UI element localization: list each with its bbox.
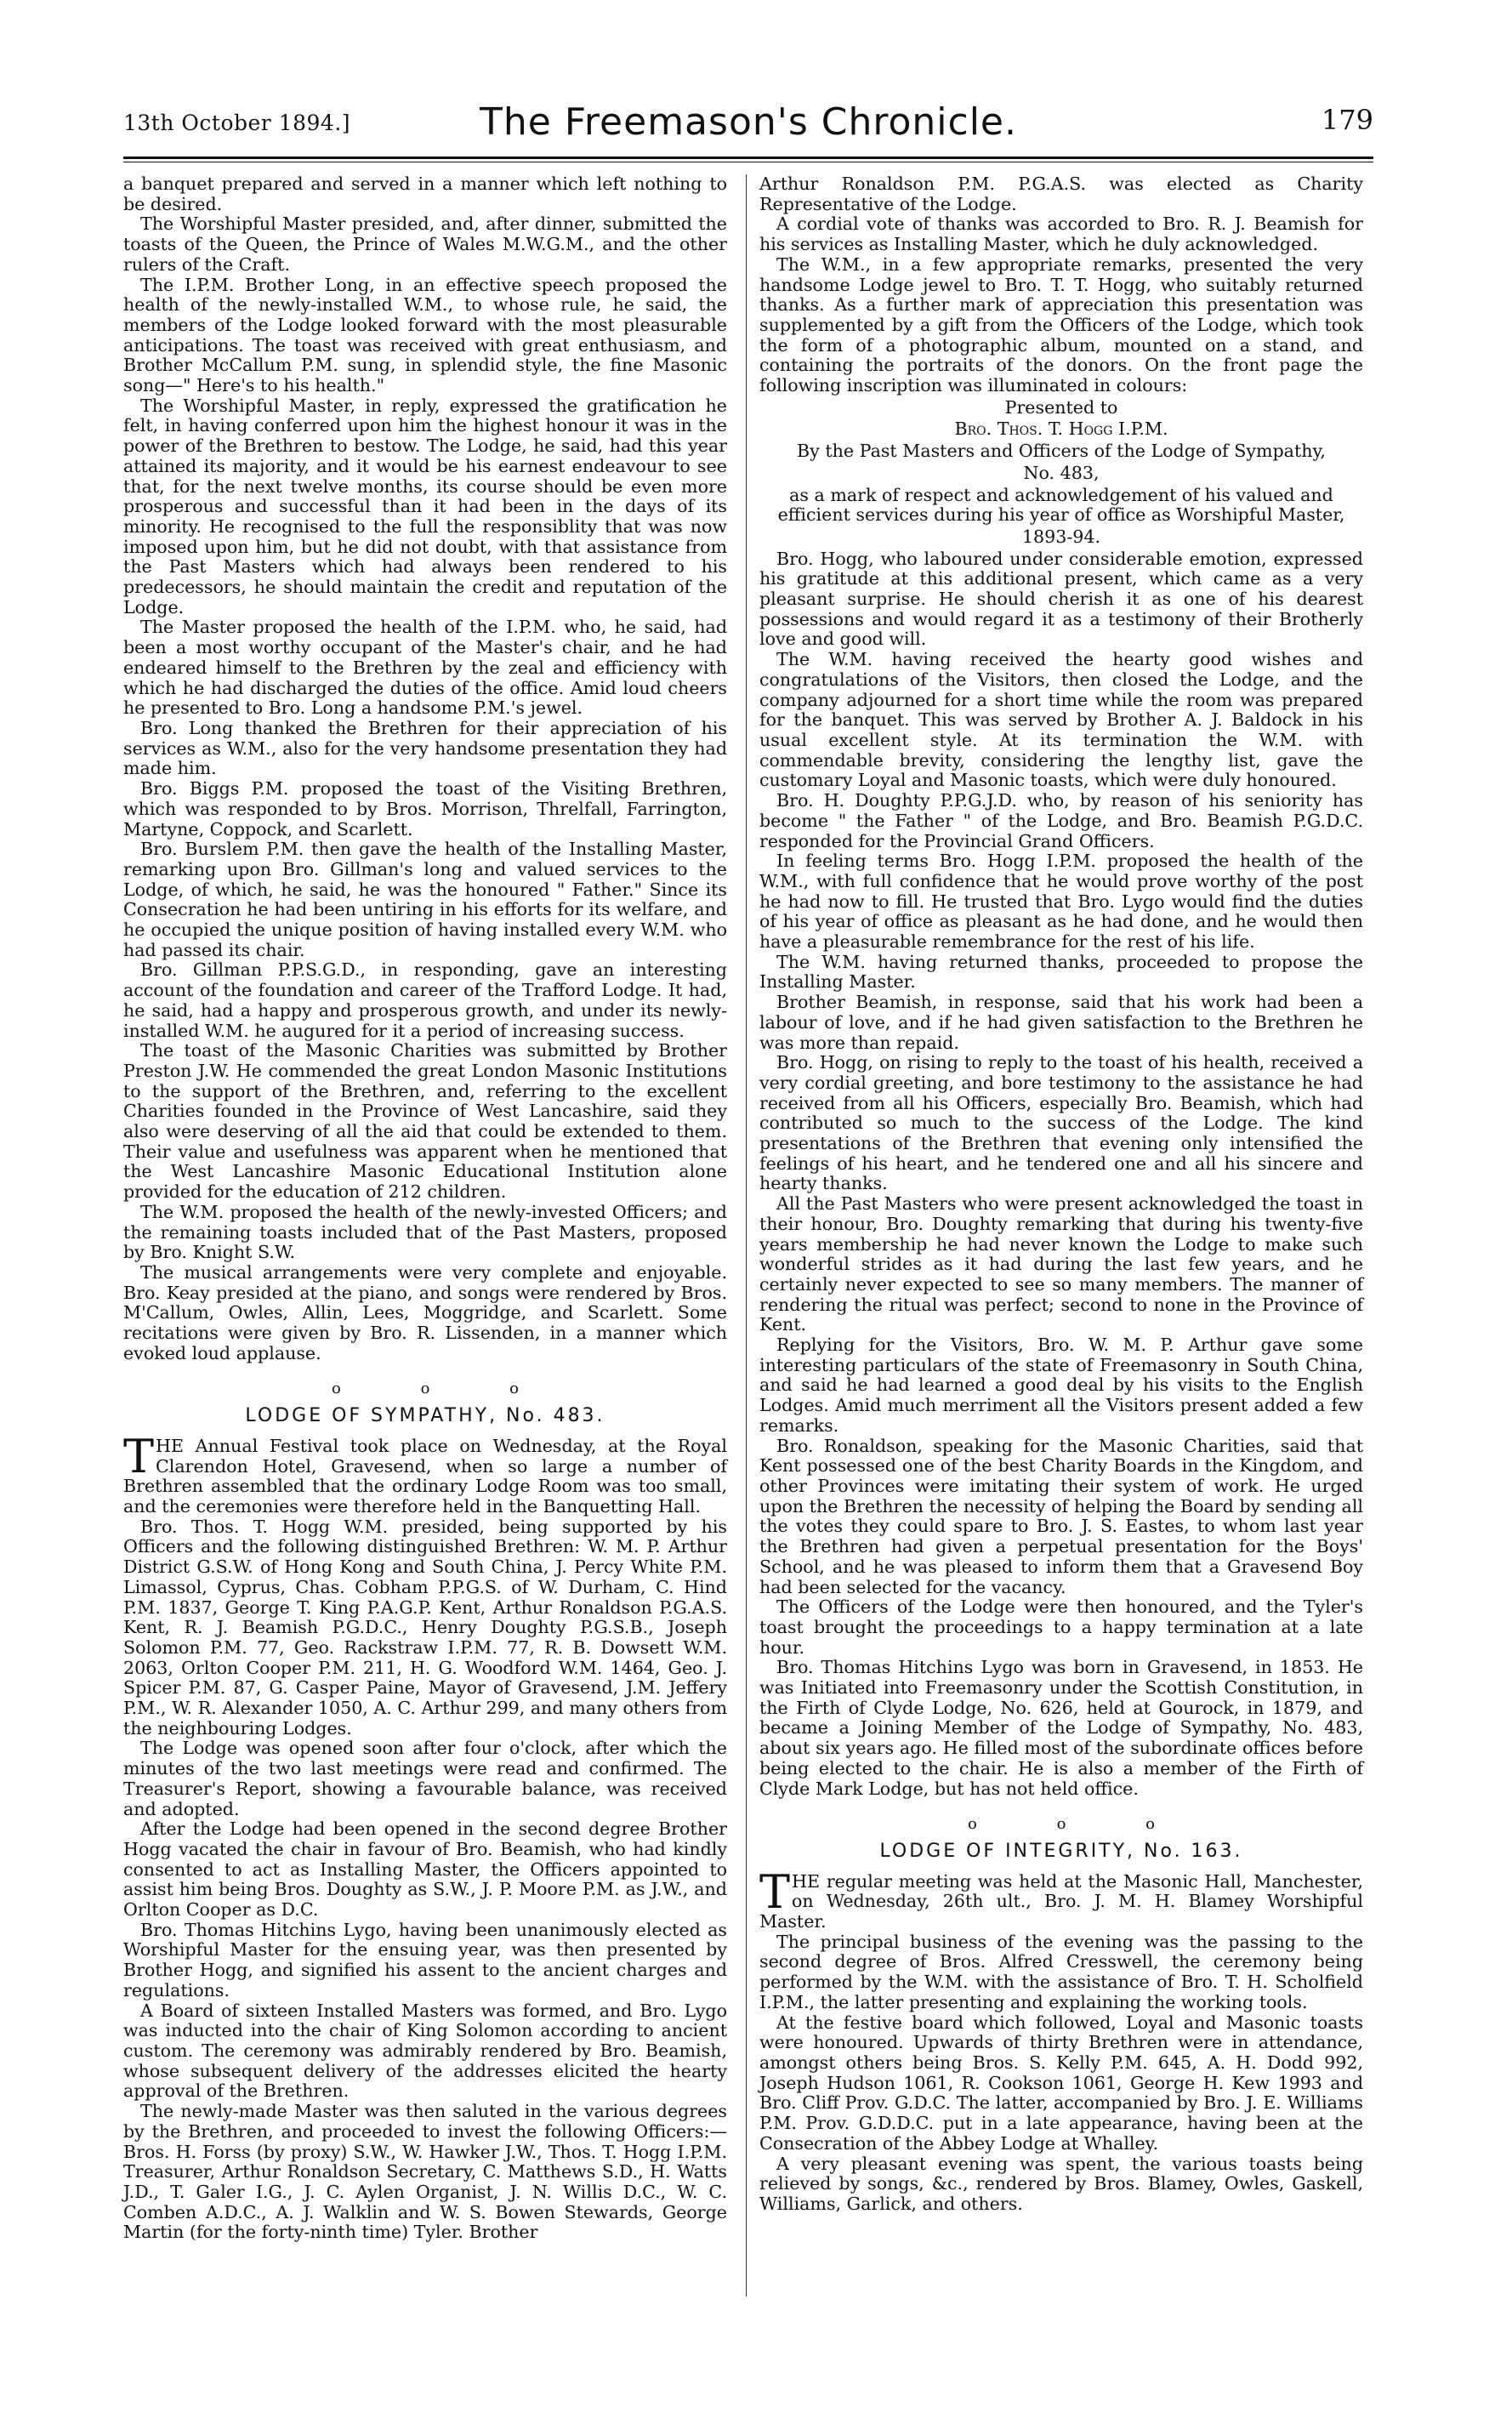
paragraph: The W.M., in a few appropriate remarks, presented the very handsome Lodge jewel to Bro. T. T. Hogg, who suitably returned thanks. As a further mark of appreciation this presentation was supplemented by a gift from the Officers of the Lodge, which took the form of a photographic album, mounted on a stand, and containing the portraits of the donors. On the front page the following inscription was illuminated in colours: <box>759 253 1363 396</box>
paragraph: A Board of sixteen Installed Masters was formed, and Bro. Lygo was inducted into the chair of King Solomon according to ancient custom. The ceremony was admirably rendered by Bro. Beamish, whose subsequent delivery of the addresses elicited the hearty approval of the Brethren. <box>123 2000 727 2102</box>
opening-text: HE Annual Festival took place on Wednesday, at the Royal Clarendon Hotel, Gravesend, when so large a number of Brethren assembled that the ordinary Lodge Room was too small, and the ceremonies were therefore held in the Banquetting Hall. <box>123 1435 727 1517</box>
paragraph: The W.M. having received the hearty good wishes and congratulations of the Visitors, then closed the Lodge, and the company adjourned for a short time while the room was prepared for the banquet. This was served by Brother A. J. Baldock in his usual excellent style. At its termination the W.M. with commendable brevity, considering the lengthy list, gave the customary Loyal and Masonic toasts, which were duly honoured. <box>759 649 1363 791</box>
page-number: 179 <box>1321 104 1373 136</box>
paragraph: The I.P.M. Brother Long, in an effective speech proposed the health of the newly-installed W.M., to whose rule, he said, the members of the Lodge looked forward with the most pleasurable anticipations. The toast was received with great enthusiasm, and Brother McCallum P.M. sung, in splendid style, the fine Masonic song—" Here's to his health." <box>123 274 727 396</box>
inscription-line: Presented to <box>1004 396 1118 418</box>
paragraph: The principal business of the evening was the passing to the second degree of Bros. Alfred Cresswell, the ceremony being performed by the W.M. with the assistance of Bro. T. H. Scholfield I.P.M., the latter presenting and explaining the working tools. <box>759 1931 1363 2012</box>
paragraph: The Master proposed the health of the I.P.M. who, he said, had been a most worthy occupant of the Master's chair, and he had endeared himself to the Brethren by the zeal and efficiency with which he had discharged the duties of the office. Amid loud cheers he presented to Bro. Long a handsome P.M.'s jewel. <box>123 617 727 719</box>
paragraph: At the festive board which followed, Loyal and Masonic toasts were honoured. Upwards of thirty Brethren were in attendance, amongst others being Bros. S. Kelly P.M. 645, A. H. Dodd 992, Joseph Hudson 1061, R. Cookson 1061, George H. Kew 1993 and Bro. Cliff Prov. G.D.C. The latter, accompanied by Bro. J. E. Williams P.M. Prov. G.D.D.C. put in a late appearance, having been at the Consecration of the Abbey Lodge at Whalley. <box>759 2012 1363 2154</box>
paragraph: The toast of the Masonic Charities was submitted by Brother Preston J.W. He commended the great London Masonic Institutions to the support of the Brethren, and, referring to the excellent Charities founded in the Province of West Lancashire, said they also were deserving of all the aid that could be extended to them. Their value and usefulness was apparent when he mentioned that the West Lancashire Masonic Educational Institution alone provided for the education of 212 children. <box>123 1040 727 1203</box>
paragraph: Bro. Hogg, who laboured under considerable emotion, expressed his gratitude at this additional present, which came as a very pleasant surprise. He should cherish it as one of his dearest possessions and would regard it as a testimony of their Brotherly love and good will. <box>759 548 1363 650</box>
section-heading-integrity: LODGE OF INTEGRITY, No. 163. <box>879 1840 1243 1862</box>
opening-text: HE regular meeting was held at the Masonic Hall, Manchester, on Wednesday, 26th ult., Bro. J. M. H. Blamey Worshipful Master. <box>759 1870 1363 1932</box>
publication-title: The Freemason's Chronicle. <box>480 100 1017 144</box>
paragraph: In feeling terms Bro. Hogg I.P.M. proposed the health of the W.M., with full confidence that he would prove worthy of the post he had now to fill. He trusted that Bro. Lygo would find the duties of his year of office as pleasant as he had done, and he would then have a pleasurable remembrance for the rest of his life. <box>759 851 1363 953</box>
paragraph: The Worshipful Master presided, and, after dinner, submitted the toasts of the Queen, the Prince of Wales M.W.G.M., and the other rulers of the Craft. <box>123 213 727 275</box>
paragraph: The musical arrangements were very complete and enjoyable. Bro. Keay presided at the piano, and songs were rendered by Bros. M'Callum, Owles, Allin, Lees, Moggridge, and Scarlett. Some recitations were given by Bro. R. Lissenden, in a manner which evoked loud applause. <box>123 1261 727 1363</box>
paragraph: a banquet prepared and served in a manner which left nothing to be desired. <box>123 174 727 214</box>
paragraph: Arthur Ronaldson P.M. P.G.A.S. was elected as Charity Representative of the Lodge. <box>759 174 1363 214</box>
paragraph: A very pleasant evening was spent, the various toasts being relieved by songs, &c., rendered by Bros. Blamey, Owles, Gaskell, Williams, Garlick, and others. <box>759 2153 1363 2214</box>
paragraph: A cordial vote of thanks was accorded to Bro. R. J. Beamish for his services as Installing Master, which he duly acknowledged. <box>759 213 1363 255</box>
paragraph: Bro. Hogg, on rising to reply to the toast of his health, received a very cordial greeting, and bore testimony to the assistance he had received from all his Officers, especially Bro. Beamish, which had contributed so much to the success of the Lodge. The kind presentations of the Brethren that evening only intensified the feelings of his heart, and he tendered one and all his sincere and hearty thanks. <box>759 1052 1363 1194</box>
paragraph: Bro. Burslem P.M. then gave the health of the Installing Master, remarking upon Bro. Gillman's long and valued services to the Lodge, of which, he said, he was the honoured " Father." Since its Consecration he had been untiring in his efforts for its welfare, and he occupied the unique position of having installed every W.M. who had passed its chair. <box>123 839 727 960</box>
inscription <box>759 398 1363 548</box>
drop-cap: T <box>759 1864 791 1919</box>
paragraph: The Worshipful Master, in reply, expressed the gratification he felt, in having conferred upon him the highest honour it was in the power of the Brethren to bestow. The Lodge, he said, had this year attained its majority, and it would be his earnest endeavour to see that, for the next twelve months, its course should be even more prosperous and successful than it had been in the days of its minority. He recognised to the full the responsiblity that was now imposed upon him, but he did not doubt, with that assistance from the Past Masters which had always been rendered to his predecessors, he should maintain the credit and reputation of the Lodge. <box>123 395 727 617</box>
inscription-line: By the Past Masters and Officers of the Lodge of Sympathy, <box>797 441 1326 462</box>
issue-date: 13th October 1894.] <box>123 111 351 135</box>
inscription-line: Bro. Thos. T. Hogg I.P.M. <box>954 418 1168 440</box>
paragraph: Bro. Thos. T. Hogg W.M. presided, being supported by his Officers and the following distinguished Brethren: W. M. P. Arthur District G.S.W. of Hong Kong and South China, J. Percy White P.M. Limassol, Cyprus, Chas. Cobham P.P.G.S. of W. Durham, C. Hind P.M. 1837, George T. King P.A.G.P. Kent, Arthur Ronaldson P.G.A.S. Kent, R. J. Beamish P.G.D.C., Henry Doughty P.G.S.B., Joseph Solomon P.M. 77, Geo. Rackstraw I.P.M. 77, R. B. Dowsett W.M. 2063, Orlton Cooper P.M. 211, H. G. Woodford W.M. 1464, Geo. J. Spicer P.M. 87, G. Casper Paine, Mayor of Gravesend, J.M. Jeffery P.M., W. R. Alexander 1050, A. C. Arthur 299, and many others from the neighbouring Lodges. <box>123 1516 727 1739</box>
opening-paragraph <box>123 1429 727 1517</box>
opening-paragraph <box>759 1864 1363 1932</box>
paragraph: Bro. Thomas Hitchins Lygo was born in Gravesend, in 1853. He was Initiated into Freemasonry under the Scottish Constitution, in the Firth of Clyde Lodge, No. 626, held at Gourock, in 1879, and became a Joining Member of the Lodge of Sympathy, No. 483, about six years ago. He filled most of the subordinate offices before being elected to the chair. He is also a member of the Firth of Clyde Mark Lodge, but has not held office. <box>759 1657 1363 1799</box>
right-column <box>759 174 1363 2215</box>
paragraph: The Officers of the Lodge were then honoured, and the Tyler's toast brought the proceedings to a happy termination at a late hour. <box>759 1596 1363 1658</box>
paragraph: The W.M. having returned thanks, proceeded to propose the Installing Master. <box>759 951 1363 993</box>
paragraph: The W.M. proposed the health of the newly-invested Officers; and the remaining toasts included that of the Past Masters, proposed by Bro. Knight S.W. <box>123 1201 727 1263</box>
left-column <box>123 174 727 2243</box>
section-separator: o o o <box>968 1815 1192 1834</box>
paragraph: Bro. Biggs P.M. proposed the toast of the Visiting Brethren, which was responded to by Bros. Morrison, Threlfall, Farrington, Martyne, Coppock, and Scarlett. <box>123 778 727 839</box>
inscription-line: 1893-94. <box>1021 526 1101 547</box>
paragraph: Replying for the Visitors, Bro. W. M. P. Arthur gave some interesting particulars of the state of Freemasonry in South China, and said he had learned a good deal by his visits to the English Lodges. Amid much merriment all the Visitors present added a few remarks. <box>759 1335 1363 1436</box>
section-heading-sympathy: LODGE OF SYMPATHY, No. 483. <box>245 1405 605 1427</box>
section-separator: o o o <box>332 1380 556 1398</box>
inscription-line: No. 483, <box>1023 462 1100 483</box>
header-rule <box>123 157 1373 159</box>
paragraph: Bro. Long thanked the Brethren for their appreciation of his services as W.M., also for the very handsome presentation they had made him. <box>123 717 727 779</box>
paragraph: Bro. Thomas Hitchins Lygo, having been unanimously elected as Worshipful Master for the ensuing year, was then presented by Brother Hogg, and signified his assent to the ancient charges and regulations. <box>123 1919 727 2000</box>
inscription-line: as a mark of respect and acknowledgement of his valued and efficient services during his year of office as Worshipful Master, <box>777 484 1345 526</box>
drop-cap: T <box>123 1429 155 1483</box>
paragraph: Bro. Ronaldson, speaking for the Masonic Charities, said that Kent possessed one of the best Charity Boards in the Kingdom, and other Provinces were imitating their system of work. He urged upon the Brethren the necessity of helping the Board by sending all the votes they could spare to Bro. J. S. Eastes, to whom last year the Brethren had given a perpetual presentation for the Boys' School, and he was pleased to inform them that a Gravesend Boy had been selected for the vacancy. <box>759 1435 1363 1597</box>
paragraph: All the Past Masters who were present acknowledged the toast in their honour, Bro. Doughty remarking that during his twenty-five years membership he had never known the Lodge to make such wonderful strides as it had during the last few years, and he certainly never expected to see so many members. The manner of rendering the ritual was perfect; second to none in the Province of Kent. <box>759 1193 1363 1335</box>
paragraph: Bro. Gillman P.P.S.G.D., in responding, gave an interesting account of the foundation and career of the Trafford Lodge. It had, he said, had a happy and prosperous growth, and under its newly-installed W.M. he augured for it a period of increasing success. <box>123 959 727 1041</box>
paragraph: After the Lodge had been opened in the second degree Brother Hogg vacated the chair in favour of Bro. Beamish, who had kindly consented to act as Installing Master, the Officers appointed to assist him being Bros. Doughty as S.W., J. P. Moore P.M. as J.W., and Orlton Cooper as D.C. <box>123 1818 727 1921</box>
paragraph: The Lodge was opened soon after four o'clock, after which the minutes of the two last meetings were read and confirmed. The Treasurer's Report, showing a favourable balance, was received and adopted. <box>123 1738 727 1819</box>
column-divider <box>746 174 747 2296</box>
paragraph: Brother Beamish, in response, said that his work had been a labour of love, and if he had given satisfaction to the Brethren he was more than repaid. <box>759 992 1363 1053</box>
paragraph: The newly-made Master was then saluted in the various degrees by the Brethren, and proceeded to invest the following Officers:— Bros. H. Forss (by proxy) S.W., W. Hawker J.W., Thos. T. Hogg I.P.M. Treasurer, Arthur Ronaldson Secretary, C. Matthews S.D., H. Watts J.D., T. Galer I.G., J. C. Aylen Organist, J. N. Willis D.C., W. C. Comben A.D.C., A. J. Walklin and W. S. Bowen Stewards, George Martin (for the forty-ninth time) Tyler. Brother <box>123 2101 727 2243</box>
paragraph: Bro. H. Doughty P.P.G.J.D. who, by reason of his seniority has become " the Father " of the Lodge, and Bro. Beamish P.G.D.C. responded for the Provincial Grand Officers. <box>759 790 1363 851</box>
page-header <box>123 100 1373 151</box>
